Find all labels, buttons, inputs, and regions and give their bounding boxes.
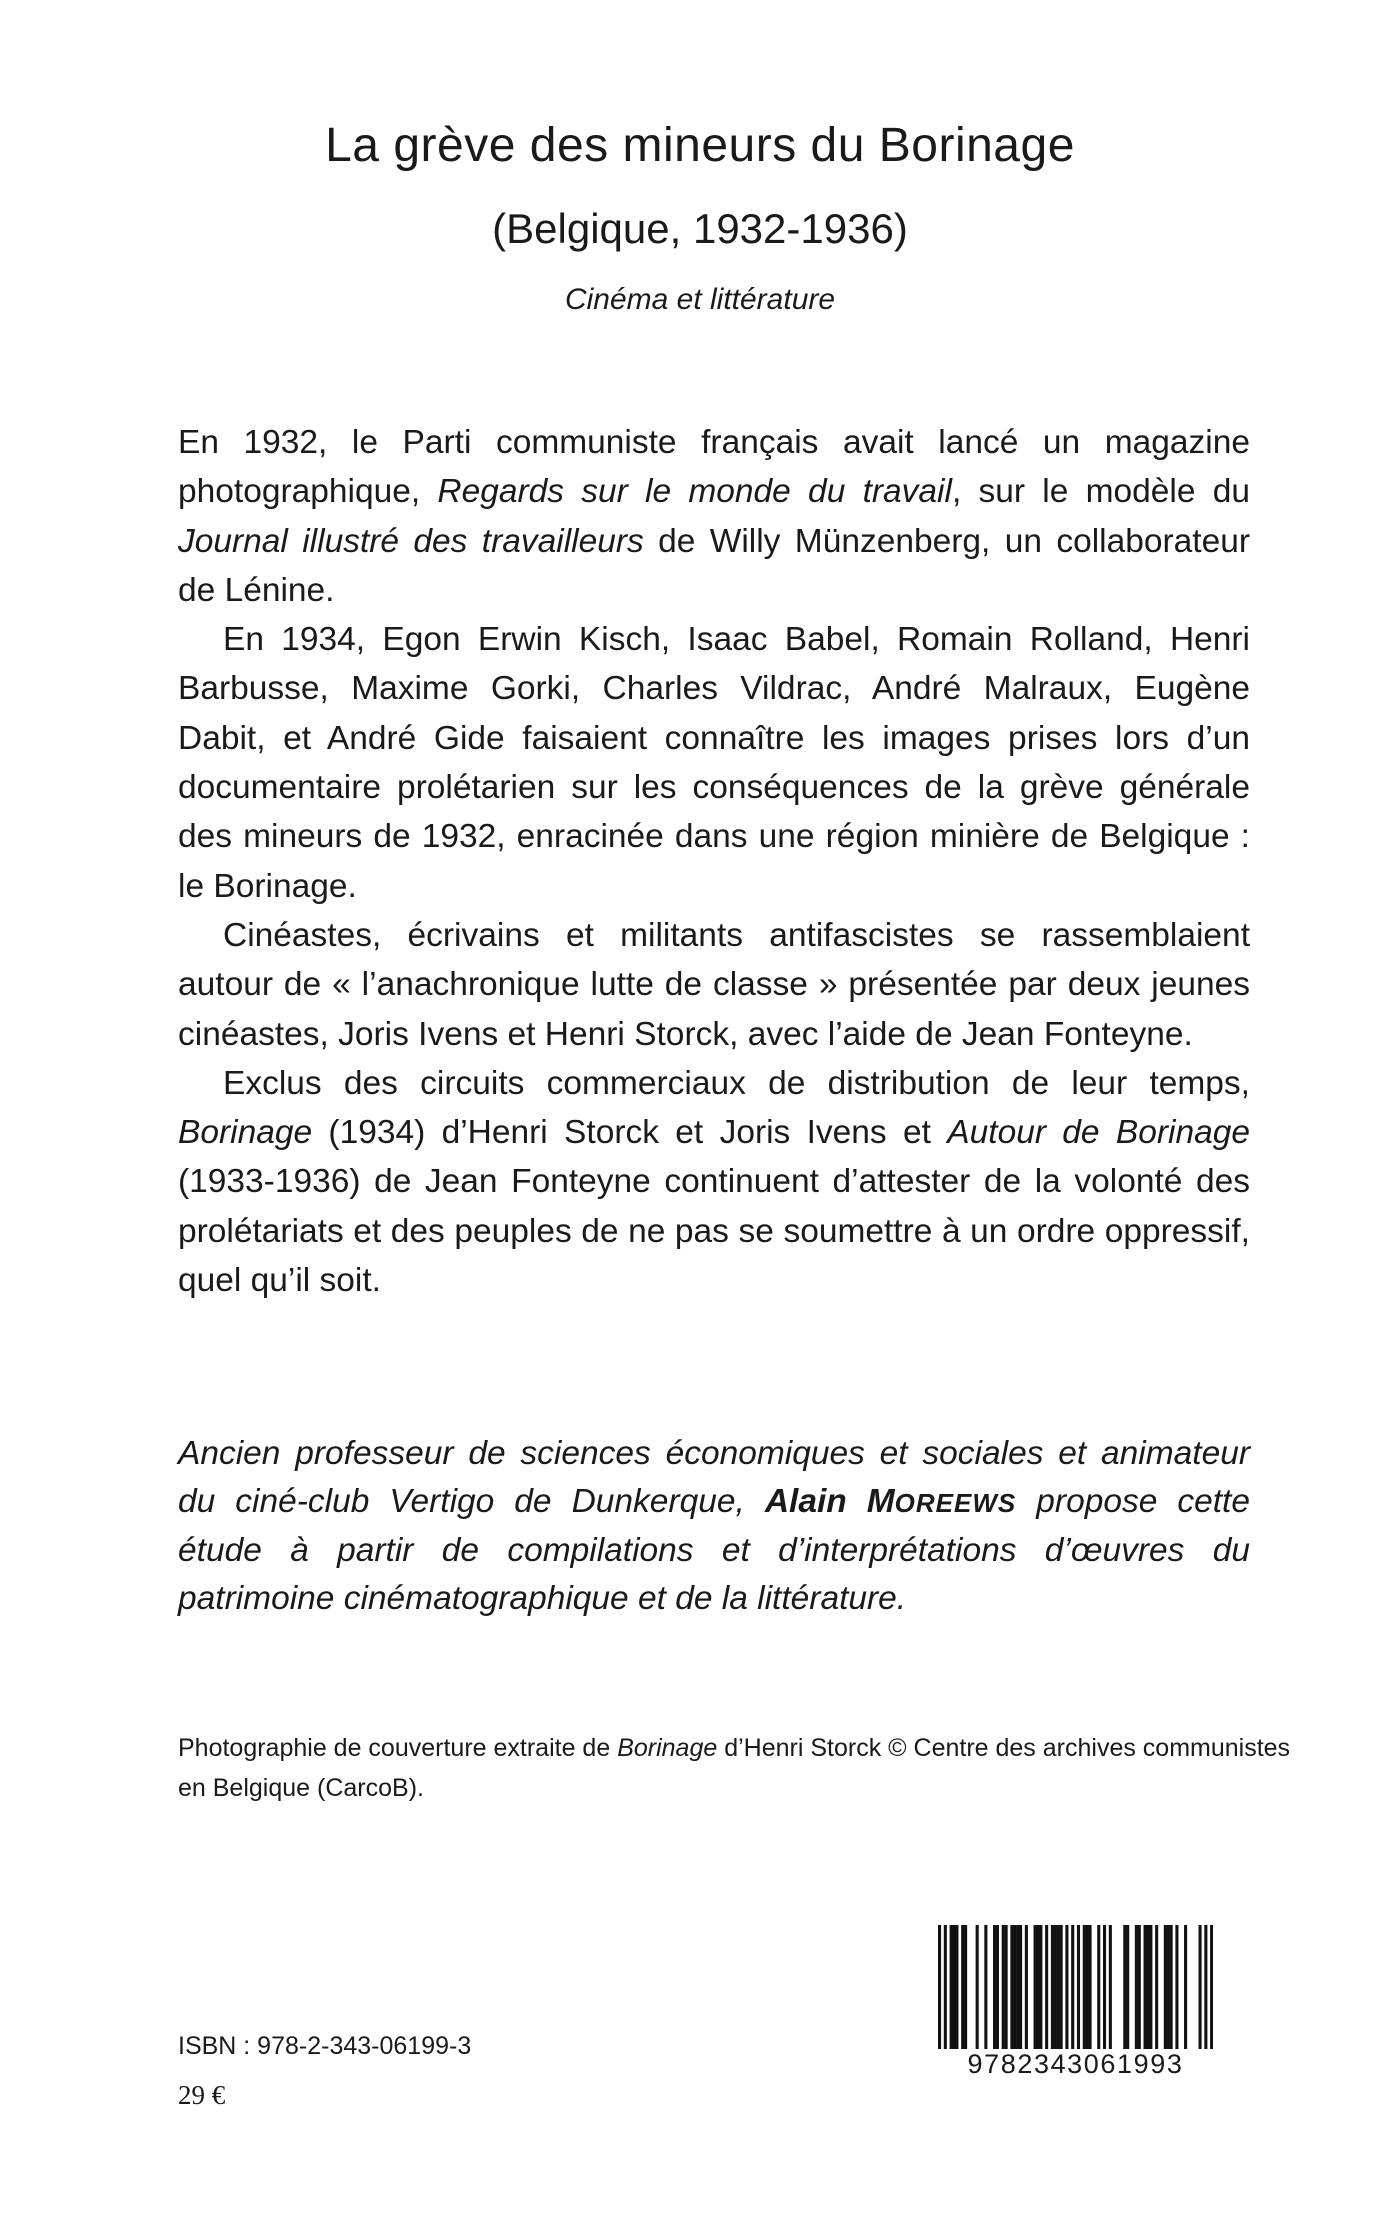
barcode-bar [1054,1925,1057,2049]
barcode-bar [1184,1925,1187,2049]
author-bio [178,1430,1250,1623]
barcode-bar [1016,1925,1019,2049]
barcode-bar [955,1925,958,2049]
barcode-bar [993,1925,996,2049]
bio-text: propose cette étude à partir de compilations et d’interprétations d’œuvres du patrimoine cinématographique et de la littérature. [178,1483,1250,1617]
barcode-bar [1057,1925,1060,2049]
barcode-bar [1123,1925,1126,2049]
barcode-bar [1010,1925,1013,2049]
barcode-bar [938,1925,941,2065]
journal-title: Journal illustré des travailleurs [178,522,644,560]
barcode-bar [1039,1925,1042,2049]
price: 29 € [178,2080,226,2110]
author-last-name-rest: OREEWS [894,1488,1017,1518]
magazine-title: Regards sur le monde du travail [437,473,952,511]
barcode-bar [1060,1925,1063,2049]
barcode-bar [1013,1925,1016,2049]
barcode-bar [1025,1925,1028,2049]
barcode-bar [1005,1925,1008,2049]
barcode-bar [1045,1925,1048,2049]
barcode-bar [1089,1925,1092,2049]
author-first-name: Alain [764,1483,847,1520]
barcode-bar [1109,1925,1112,2049]
barcode-bar [1144,1925,1147,2049]
barcode-digits: 9782343061993 [938,2049,1213,2080]
barcode-bar [1065,1925,1068,2049]
barcode-bar [1097,1925,1100,2049]
barcode-bar [1083,1925,1086,2049]
barcode-bar [1103,1925,1106,2049]
blurb-text: de Willy Münzenberg, un collaborateur de Lénine. [178,522,1250,609]
credit-text: d’Henri Storck © Centre des archives communistes en Belgique (CarcoB). [178,1734,1291,1802]
barcode-bar [1170,1925,1173,2049]
barcode-bar [964,1925,967,2049]
barcode-bar [961,1925,964,2049]
barcode-bar [1126,1925,1129,2049]
barcode-bar [976,1925,979,2049]
author-last-name-initial: M [866,1483,895,1520]
photo-credit [178,1728,1298,1808]
book-subtitle: (Belgique, 1932-1936) [492,205,908,252]
barcode-bars [938,1925,1213,2065]
barcode-bar [1051,1925,1054,2049]
barcode-bar [1071,1925,1074,2065]
barcode-bar [1164,1925,1167,2049]
barcode-bar [1146,1925,1149,2049]
author-name [765,1483,1016,1520]
isbn: ISBN : 978-2-343-06199-3 [178,2032,472,2060]
film-title: Borinage [178,1114,313,1152]
barcode-bar [1167,1925,1170,2049]
blurb-paragraph-3: Cinéastes, écrivains et militants antifascistes se rassemblaient autour de « l’anachronique lutte de classe » présentée par deux jeunes cinéastes, Joris Ivens et Henri Storck, avec l’aide de Jean Fonteyne. [178,916,1250,1053]
barcode-bar [1199,1925,1202,2049]
barcode-bar [1138,1925,1141,2049]
barcode-bar [1019,1925,1022,2049]
barcode-bar [1210,1925,1213,2065]
barcode-bar [1204,1925,1207,2065]
credit-text: Photographie de couverture extraite de [178,1734,618,1762]
blurb-text: (1933-1936) de Jean Fonteyne continuent d’attester de la volonté des prolétariats et des peuples de ne pas se soumettre à un ordre oppressif, quel qu’il soit. [178,1163,1250,1300]
blurb [178,418,1250,1305]
blurb-paragraph-1 [178,418,1250,615]
blurb-text: (1934) d’Henri Storck et Joris Ivens et [312,1114,948,1152]
credit-film-title: Borinage [617,1734,718,1762]
blurb-text: Exclus des circuits commerciaux de distribution de leur temps, [223,1064,1250,1102]
barcode-bar [950,1925,953,2049]
film-title: Autour de Borinage [947,1114,1250,1152]
barcode-bar [1175,1925,1178,2049]
barcode-bar [1002,1925,1005,2049]
barcode-bar [952,1925,955,2049]
barcode-bar [1135,1925,1138,2049]
blurb-paragraph-4 [178,1059,1250,1305]
barcode-bar [996,1925,999,2049]
barcode-bar [1036,1925,1039,2049]
book-title: La grève des mineurs du Borinage [325,119,1075,172]
blurb-paragraph-2: En 1934, Egon Erwin Kisch, Isaac Babel, Romain Rolland, Henri Barbusse, Maxime Gorki, Charles Vildrac, André Malraux, Eugène Dabit, et André Gide faisaient connaître les images prises lors d’un documentaire prolétarien sur les conséquences de la grève générale des mineurs de 1932, enracinée dans une région minière de Belgique : le Borinage. [178,621,1250,905]
barcode-bar [1149,1925,1152,2049]
barcode [938,1925,1213,2085]
bio-text: Ancien professeur de sciences économiques et sociales et animateur du ciné-club Vertigo de Dunkerque, [178,1435,1250,1520]
barcode-bar [1034,1925,1037,2049]
barcode-bar [944,1925,947,2065]
barcode-bar [1086,1925,1089,2049]
barcode-bar [1077,1925,1080,2065]
barcode-bar [984,1925,987,2049]
barcode-bar [1155,1925,1158,2049]
book-tagline: Cinéma et littérature [564,283,836,316]
blurb-text: En 1932, le Parti communiste français avait lancé un magazine photographique, [178,424,1250,511]
blurb-text: , sur le modèle du [951,473,1250,511]
